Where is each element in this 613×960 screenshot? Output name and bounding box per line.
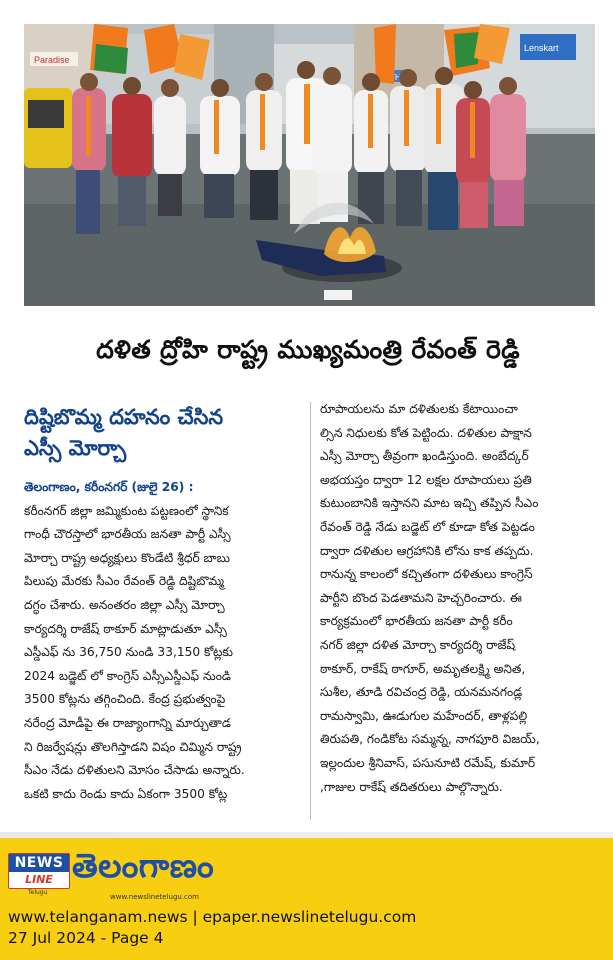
article-column-2: [320, 398, 594, 799]
column2-line: పార్టీని బొంద పెడతామని హెచ్చరించారు. ఈ: [320, 590, 522, 605]
brand-url: www.newslinetelugu.com: [110, 893, 199, 901]
logo-tagline: Telugu: [28, 889, 48, 896]
column2-line: ఠాకూర్, రాకేష్ ఠాగూర్, అమృతలక్ష్మి అనిత,: [320, 661, 526, 676]
footer-site-links[interactable]: www.telanganam.news | epaper.newslinetelugu.com: [8, 908, 417, 926]
column2-line: రానున్న కాలంలో కచ్చితంగా దళితులు కాంగ్రెస్: [320, 567, 533, 582]
column2-line: రామస్వామి, ఊడుగుల మహేందర్, తాళ్లపల్లి: [320, 708, 528, 723]
dateline: తెలంగాణం, కరీంనగర్ (జులై 26) :: [24, 480, 194, 494]
column1-line: సీఎం నేడు దళితులని మోసం చేసాడు అన్నారు.: [24, 763, 245, 778]
column2-line: ఎస్సీ మోర్చా తీవ్రంగా ఖండిస్తుంది. అంబేద్కర్: [320, 449, 529, 464]
shop-sign-lenskart: Lenskart: [524, 43, 559, 53]
column2-line: ల్సిన నిధులకు కోత పెట్టిందు. దళితుల పాక్షాన: [320, 425, 532, 440]
column1-line: దగ్ధం చేశారు. అనంతరం జిల్లా ఎస్సీ మోర్చా: [24, 597, 225, 612]
column2-line: కార్యక్రమంలో భారతీయ జనతా పార్టీ కరీం: [320, 614, 513, 629]
column1-line: నరేంద్ర మోడీపై ఈ రాజ్యాంగాన్ని మార్చుతాడ: [24, 715, 231, 730]
column2-line: ఇల్లందుల శ్రీనివాస్, పసునూటి రమేష్, కుమార్: [320, 755, 536, 770]
column1-line: కార్యదర్శి రాజేష్ ఠాకూర్ మాట్లాడుతూ ఎస్సీ: [24, 621, 227, 636]
protesters: [72, 61, 526, 234]
footer-date-page: 27 Jul 2024 - Page 4: [8, 929, 164, 947]
logo-line-text: LINE: [25, 873, 53, 886]
column1-line: కరీంనగర్ జిల్లా జమ్మికుంట పట్టణంలో స్థానిక: [24, 503, 229, 518]
headline: దళిత ద్రోహి రాష్ట్ర ముఖ్యమంత్రి రేవంత్ రెడ్డి: [96, 335, 520, 364]
column1-line: ఎస్డీఎఫ్ ను 36,750 నుండి 33,150 కోట్లకు: [24, 645, 233, 660]
protest-scene-illustration: [24, 24, 595, 306]
column1-line: ని రిజర్వేషన్లు తొలగిస్తాడని విషం చిమ్మిన రాష్ట్ర: [24, 739, 242, 754]
column1-line: 3500 కోట్లను తగ్గించింది. కేంద్ర ప్రభుత్వంపై: [24, 692, 226, 707]
column-divider: [310, 402, 311, 820]
column1-line: మోర్చా రాష్ట్ర అధ్యక్షులు కొండేటి శ్రీధర్ బాబు: [24, 550, 230, 565]
column2-line: రేవంత్ రెడ్డి నేడు బడ్జెట్ లో కూడా కోత పెట్టడం: [320, 519, 535, 534]
column2-line: రూపాయలను మా దళితులకు కేటాయించా: [320, 402, 518, 416]
column2-line: అభయస్తం ద్వారా 12 లక్షల రూపాయలు ప్రతి: [320, 472, 532, 487]
newsline-logo: [8, 853, 70, 889]
column2-line: కుటుంబానికి ఇస్తానని మాట ఇచ్చి తప్పిన సీఎం: [320, 496, 539, 511]
subheadline-line-2: ఎస్సీ మోర్చా: [24, 436, 127, 460]
shop-sign-paradise: Paradise: [34, 55, 70, 65]
column1-line: పిలుపు మేరకు సీఎం రేవంత్ రెడ్డి దిష్టిబొమ్మ: [24, 574, 225, 589]
article-column-1: [24, 476, 301, 806]
column1-line: గాంధీ చౌరస్తాలో భారతీయ జనతా పార్టీ ఎస్సీ: [24, 527, 231, 542]
column1-line: ఒకటి కాదు రెండు కాదు ఏకంగా 3500 కోట్ల: [24, 786, 228, 801]
column2-line: ద్వారా దళితుల ఆగ్రహానికి లోను కాక తప్పదు.: [320, 543, 534, 558]
column2-line: సుశీల, తూడి రవిచంద్ర రెడ్డి, యనమనగండ్ల: [320, 685, 523, 700]
logo-news-text: NEWS: [9, 854, 69, 872]
subheadline: [24, 402, 314, 464]
news-photo: [24, 24, 595, 306]
subheadline-line-1: దిష్టిబొమ్మ దహనం చేసిన: [24, 405, 224, 429]
column2-line: ,గాజుల రాకేష్ తదితరులు పాల్గొన్నారు.: [320, 779, 503, 794]
column2-line: నగర్ జిల్లా దళిత మోర్చా కార్యదర్శి రాజేష్: [320, 637, 516, 652]
column1-line: 2024 బడ్జెట్ లో కాంగ్రెస్ ఎస్సీఎస్డీఎఫ్ నుండి: [24, 668, 231, 683]
brand-name: తెలంగాణం: [72, 846, 215, 885]
column2-line: తిరుపతి, గండికోట సమ్మన్న, నాగపూరి విజయ్,: [320, 732, 540, 747]
